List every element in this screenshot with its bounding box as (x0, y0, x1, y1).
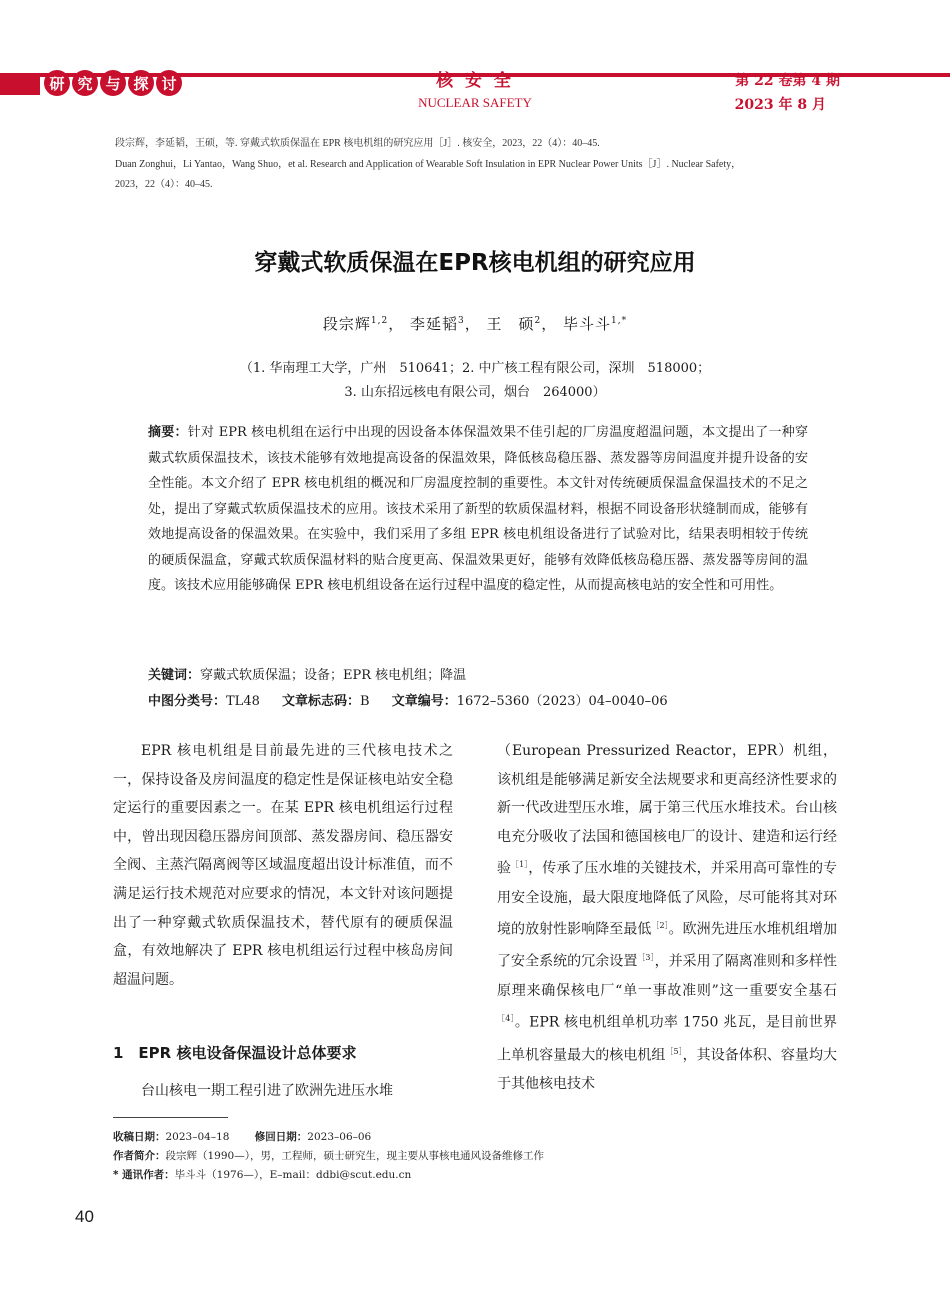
author-name: 王 硕 (486, 315, 535, 333)
revised-date: 2023–06–06 (307, 1131, 372, 1143)
doc-code-value: B (360, 694, 370, 709)
section-1-paragraph: 台山核电一期工程引进了欧洲先进压水堆 (141, 1083, 393, 1099)
footnote-rule (113, 1117, 228, 1118)
abstract-label: 摘要： (148, 425, 188, 440)
citation-ref: ［2］ (651, 921, 669, 931)
text-run: 。欧洲先进压水堆机组增加了安全系统的冗余设置 (497, 921, 838, 971)
journal-name-en: NUCLEAR SAFETY (418, 95, 532, 110)
author-list: 段宗辉$^{1,2}$， 李延韬$^3$， 王 硕$^2$， 毕斗斗$^{1,*}$ (322, 315, 628, 333)
affiliation-line-1: （1. 华南理工大学，广州 510641；2. 中广核工程有限公司，深圳 518000； (239, 361, 711, 376)
affiliation-line-2: 3. 山东招远核电有限公司，烟台 264000） (344, 385, 606, 400)
author-name: 段宗辉 (322, 315, 371, 333)
corresponding-text: 毕斗斗（1976—），E–mail：ddbi@scut.edu.cn (174, 1169, 412, 1181)
keywords-label: 关键词： (148, 668, 201, 683)
keywords-text: 穿戴式软质保温；设备；EPR 核电机组；降温 (200, 668, 467, 683)
author-affiliation-mark: 1,* (611, 316, 628, 326)
abstract (148, 420, 808, 599)
doc-code-label: 文章标志码： (282, 694, 361, 709)
issue-date: 2023 年 8 月 (734, 97, 826, 113)
column-badge-char: 探 (128, 70, 154, 96)
header-red-block (0, 73, 40, 95)
volume-issue: 第 22 卷第 4 期 (735, 73, 840, 89)
author-affiliation-mark: 3 (457, 316, 465, 326)
column-badge-char: 与 (100, 70, 126, 96)
column-badge-char: 究 (72, 70, 98, 96)
citation-ref: ［4］ (497, 1014, 515, 1024)
body-right-paragraph (497, 737, 837, 1098)
article-title: 穿戴式软质保温在EPR核电机组的研究应用 (254, 250, 696, 276)
column-badge-char: 讨 (156, 70, 182, 96)
citation-ref: ［1］ (511, 860, 529, 870)
bio-text: 段宗辉（1990—），男，工程师，硕士研究生，现主要从事核电通风设备维修工作 (165, 1150, 544, 1162)
text-run: ，并采用了隔离准则和多样性原理来确保核电厂“单一事故准则”这一重要安全基石 (497, 954, 838, 999)
abstract-text: 针对 EPR 核电机组在运行中出现的因设备本体保温效果不佳引起的厂房温度超温问题，本文提出了一种穿戴式软质保温技术，该技术能够有效地提高设备的保温效果，降低核岛稳压器、蒸发器等房间温度并提升设备的安全性能。本文介绍了 EPR 核电机组的概况和厂房温度控制的重要性。本文针对传统硬质保温盒保温技术的不足之处，提出了穿戴式软质保温技术的应用。该技术采用了新型的软质保温材料，根据不同设备形状缝制而成，能够有效地提高设备的保温效果。在实验中，我们采用了多组 EPR 核电机组设备进行了试验对比，结果表明相较于传统的硬质保温盒，穿戴式软质保温材料的贴合度更高、保温效果更好，能够有效降低核岛稳压器、蒸发器等房间的温度。该技术应用能够确保 EPR 核电机组设备在运行过程中温度的稳定性，从而提高核电站的安全性和可用性。 (148, 425, 808, 593)
keywords (148, 664, 808, 683)
citation-ref: ［3］ (637, 953, 655, 963)
column-badge (44, 70, 182, 96)
citation-en-line1: Duan Zonghui，Li Yantao，Wang Shuo，et al. Research and Application of Wearable Soft Insulation in EPR Nuclear Power Units［J］. Nuclear Safety， (115, 159, 742, 170)
text-run: 。EPR 核电机组单机功率 1750 兆瓦，是目前世界上单机容量最大的核电机组 (497, 1014, 837, 1064)
bio-label: 作者简介： (113, 1150, 166, 1162)
section-heading-1: 1 EPR 核电设备保温设计总体要求 (113, 1044, 357, 1062)
author-affiliation-mark: 2 (534, 316, 542, 326)
citation-en-line2: 2023，22（4）：40–45. (115, 179, 213, 190)
received-date: 2023–04–18 (165, 1131, 230, 1143)
footnote-author-bio (113, 1148, 544, 1163)
footnote-dates (113, 1129, 371, 1144)
author-name: 李延韬 (409, 315, 458, 333)
body-intro-paragraph: EPR 核电机组是目前最先进的三代核电技术之一，保持设备及房间温度的稳定性是保证核电站安全稳定运行的重要因素之一。在某 EPR 核电机组运行过程中，曾出现因稳压器房间顶部、蒸发器房间、稳压器安全阀、主蒸汽隔离阀等区域温度超出设计标准值，而不满足运行技术规范对应要求的情况，本文针对该问题提出了一种穿戴式软质保温技术，替代原有的硬质保温盒，有效地解决了 EPR 核电机组运行过程中核岛房间超温问题。 (113, 743, 453, 988)
text-run: （European Pressurized Reactor，EPR）机组，该机组是能够满足新安全法规要求和更高经济性要求的新一代改进型压水堆，属于第三代压水堆技术。台山核电充分吸收了法国和德国核电厂的设计、建造和运行经验 (497, 743, 837, 878)
clc-label: 中图分类号： (148, 694, 227, 709)
author-name: 毕斗斗 (563, 315, 612, 333)
article-no-value: 1672–5360（2023）04–0040–06 (456, 694, 668, 709)
journal-name-cn: 核 安 全 (436, 71, 514, 91)
citation-ref: ［5］ (665, 1046, 683, 1056)
clc-value: TL48 (226, 694, 260, 709)
citation-cn: 段宗辉，李延韬，王硕，等. 穿戴式软质保温在 EPR 核电机组的研究应用［J］. 核安全，2023，22（4）：40–45. (115, 138, 600, 149)
footnote-corresponding (113, 1167, 411, 1182)
corresponding-label: * 通讯作者： (113, 1169, 175, 1181)
classification-line (148, 690, 808, 709)
column-badge-char: 研 (44, 70, 70, 96)
text-run: ，其设备体积、容量均大于其他核电技术 (497, 1047, 838, 1092)
page-number: 40 (75, 1207, 94, 1226)
revised-label: 修回日期： (254, 1131, 308, 1143)
article-no-label: 文章编号： (391, 694, 457, 709)
received-label: 收稿日期： (113, 1131, 166, 1143)
text-run: ，传承了压水堆的关键技术，并采用高可靠性的专用安全设施，最大限度地降低了风险，尽可能将其对环境的放射性影响降至最低 (497, 861, 838, 938)
author-affiliation-mark: 1,2 (370, 316, 389, 326)
